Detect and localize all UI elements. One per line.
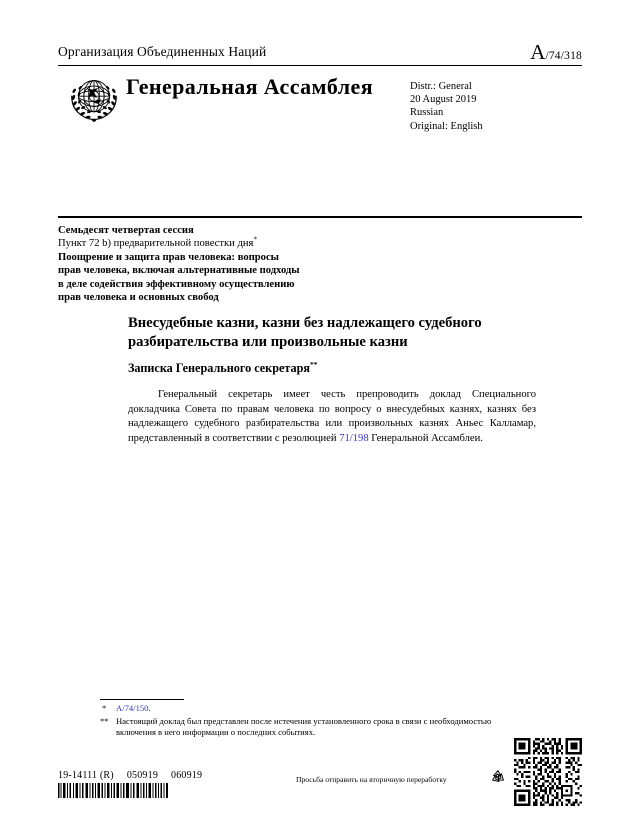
date-code-1: 050919	[126, 770, 159, 781]
footnote-1-tail: .	[148, 703, 151, 713]
footnote-1	[100, 703, 500, 715]
organization-name: Организация Объединенных Наций	[58, 44, 267, 59]
barcode-icon	[58, 783, 170, 798]
un-emblem-icon	[63, 68, 125, 128]
page-title: Внесудебные казни, казни без надлежащего судебного разбирательства или произвольные казни	[128, 315, 482, 350]
general-assembly-title: Генеральная Ассамблея	[126, 74, 373, 99]
note-subtitle-text: Записка Генерального секретаря	[128, 361, 310, 375]
masthead-divider	[58, 65, 582, 66]
footnote-1-link[interactable]: A/74/150	[116, 703, 149, 713]
session-line: Семьдесят четвертая сессия	[58, 225, 194, 236]
footnotes-block	[100, 703, 500, 740]
distribution-block	[410, 80, 483, 133]
document-symbol-number: /74/318	[545, 50, 582, 62]
agenda-item-footnote-marker: *	[253, 234, 258, 244]
footnote-2-text: Настоящий доклад был представлен после истечения установленного срока в связи с необходимостью включения в него информации о последних событиях.	[116, 715, 492, 738]
job-number-line	[58, 770, 202, 781]
section-divider	[58, 216, 582, 218]
footnote-separator	[100, 699, 184, 700]
distr-date: 20 August 2019	[410, 94, 477, 106]
footnote-2	[100, 716, 500, 739]
footnote-1-marker: *	[102, 703, 107, 713]
recycling-icon	[489, 768, 507, 786]
topic-line-2: прав человека, включая альтернативные подходы	[58, 265, 300, 277]
job-number: 19-14111 (R)	[58, 770, 114, 781]
distr-line: Distr.: General	[410, 81, 472, 92]
topic-line-3: в деле содействия эффективному осуществлению	[58, 278, 295, 290]
session-block	[58, 224, 388, 304]
distr-original: Original: English	[410, 120, 483, 132]
document-symbol	[530, 42, 582, 64]
note-footnote-marker: **	[310, 359, 318, 369]
document-symbol-letter: A	[530, 40, 546, 64]
resolution-link[interactable]: 71/198	[339, 432, 369, 444]
topic-line-1: Поощрение и защита прав человека: вопросы	[58, 251, 279, 263]
masthead	[58, 40, 582, 64]
body-paragraph-part-1: Генеральный секретарь имеет честь препроводить доклад Специального докладчика Совета по правам человека по вопросу о внесудебных казнях, казнях без надлежащего судебного разбирательства или произвольных казнях Аньес Калламар, представленный в соответствии с резолюцией	[128, 389, 536, 444]
emblem-row	[58, 68, 582, 130]
recycle-note: Просьба отправить на вторичную переработку	[296, 775, 447, 784]
date-code-2: 060919	[171, 770, 203, 781]
body-paragraph-part-2: Генеральной Ассамблеи.	[368, 432, 483, 444]
note-subtitle	[128, 360, 548, 376]
footnote-2-marker: **	[100, 715, 109, 726]
distr-language: Russian	[410, 107, 444, 119]
qr-code-icon[interactable]	[514, 738, 582, 806]
body-paragraph	[128, 388, 536, 446]
agenda-item-text: Пункт 72 b) предварительной повестки дня	[58, 238, 254, 250]
agenda-item-line	[58, 234, 388, 250]
topic-line-4: прав человека и основных свобод	[58, 292, 219, 304]
